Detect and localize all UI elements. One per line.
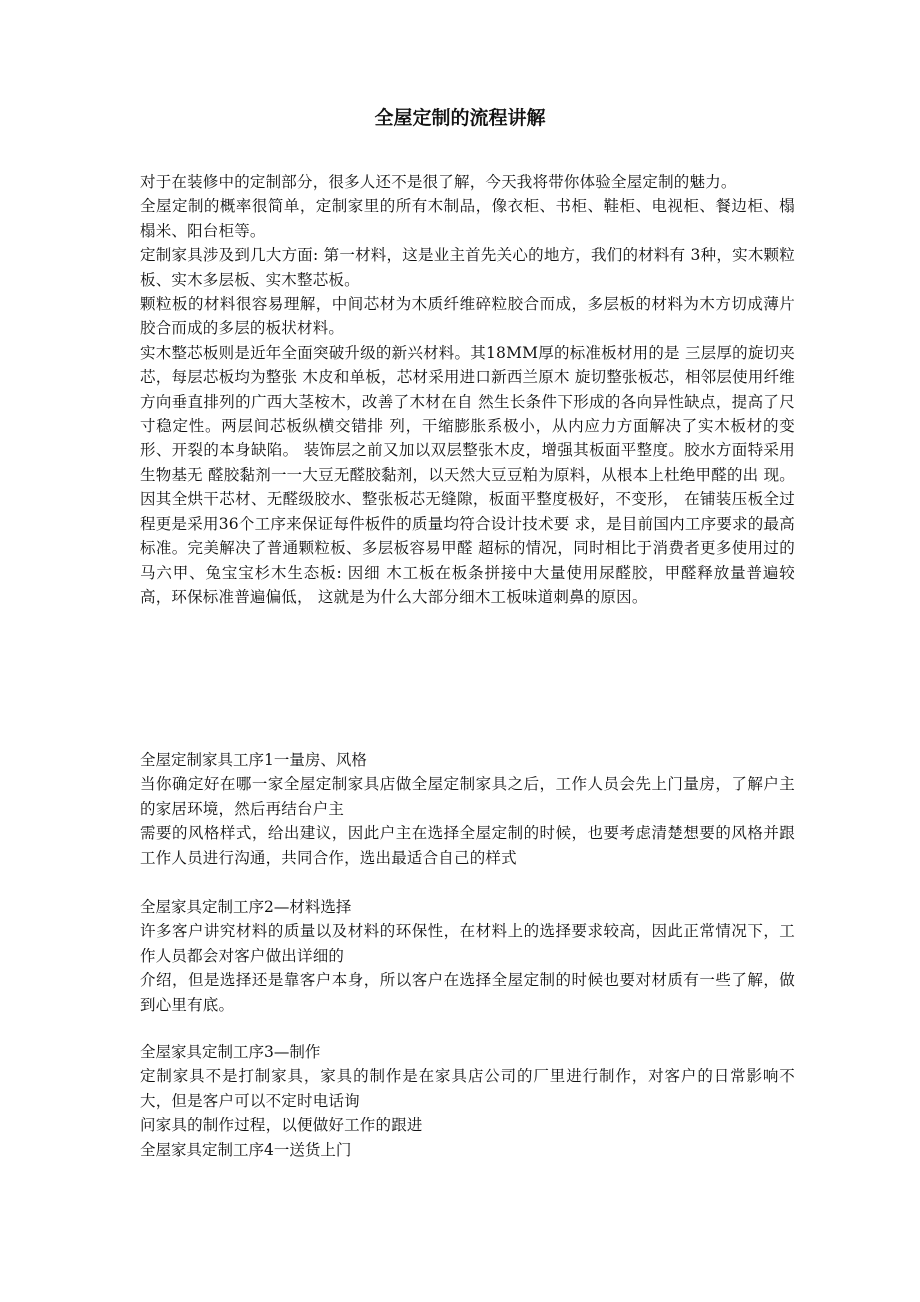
section-heading: 全屋家具定制工序3—制作 — [140, 1043, 321, 1061]
page-title: 全屋定制的流程讲解 — [374, 107, 546, 129]
section-paragraph: 当你确定好在哪一家全屋定制家具店做全屋定制家具之后，工作人员会先上门量房，了解户主的家居环境，然后再结台户主 — [140, 775, 795, 818]
section-paragraph: 许多客户讲究材料的质量以及材料的环保性，在材料上的选择要求较高，因此正常情况下，工作人员都会对客户做出详细的 — [140, 922, 795, 965]
section-measure-style — [140, 748, 795, 870]
intro-block — [140, 170, 795, 609]
section-paragraph: 需要的风格样式，给出建议，因此户主在选择全屋定制的时候，也要考虑清楚想要的风格并跟工作人员进行沟通，共同合作，选出最适合自己的样式 — [140, 824, 795, 867]
section-heading: 全屋家具定制工序2—材料选择 — [140, 898, 352, 916]
section-paragraph: 定制家具不是打制家具，家具的制作是在家具店公司的厂里进行制作，对客户的日常影响不大，但是客户可以不定时电话询 — [140, 1067, 795, 1110]
intro-paragraph: 颗粒板的材料很容易理解，中间芯材为木质纤维碎粒胶合而成，多层板的材料为木方切成薄片胶合而成的多层的板状材料。 — [140, 295, 795, 338]
section-paragraph: 问家具的制作过程，以便做好工作的跟进 — [140, 1116, 423, 1135]
section-material — [140, 895, 795, 1017]
section-heading: 全屋家具定制工序4一送货上门 — [140, 1140, 352, 1159]
section-production — [140, 1040, 795, 1162]
section-paragraph: 介绍，但是选择还是靠客户本身，所以客户在选择全屋定制的时候也要对材质有一些了解，做到心里有底。 — [140, 971, 795, 1014]
intro-paragraph: 定制家具涉及到几大方面: 第一材料，这是业主首先关心的地方，我们的材料有 3种，实木颗粒板、实木多层板、实木整芯板。 — [140, 246, 795, 289]
intro-paragraph: 对于在装修中的定制部分，很多人还不是很了解，今天我将带你体验全屋定制的魅力。 — [140, 173, 737, 191]
section-heading: 全屋定制家具工序1一量房、风格 — [140, 751, 367, 769]
intro-paragraph: 实木整芯板则是近年全面突破升级的新兴材料。其18MM厚的标准板材用的是 三层厚的旋切夹芯，每层芯板均为整张 木皮和单板，芯材采用进口新西兰原木 旋切整张板芯，相邻层使用纤维方向垂直排列的广西大茎桉木，改善了木材在自 然生长条件下形成的各向异性缺点，提高了尺寸稳定性。两层间芯板纵横交错排 列，干缩膨胀系极小，从内应力方面解决了实木板材的变形、开裂的本身缺陷。 装饰层之前又加以双层整张木皮，增强其板面平整度。胶水方面特采用生物基无 醛胶黏剂一一大豆无醛胶黏剂，以天然大豆豆粕为原料，从根本上杜绝甲醛的出 现。因其全烘干芯材、无醛级胶水、整张板芯无缝隙，板面平整度极好，不变形， 在铺装压板全过程更是采用36个工序来保证每件板件的质量均符合设计技术要 求，是目前国内工序要求的最高标准。完美解决了普通颗粒板、多层板容易甲醛 超标的情况，同时相比于消费者更多使用过的马六甲、兔宝宝杉木生态板: 因细 木工板在板条拼接中大量使用尿醛胶，甲醛释放量普遍较高，环保标准普遍偏低， 这就是为什么大部分细木工板味道刺鼻的原因。 — [140, 343, 795, 606]
intro-paragraph: 全屋定制的概率很简单，定制家里的所有木制品，像衣柜、书柜、鞋柜、电视柜、餐边柜、榻榻米、阳台柜等。 — [140, 197, 795, 240]
